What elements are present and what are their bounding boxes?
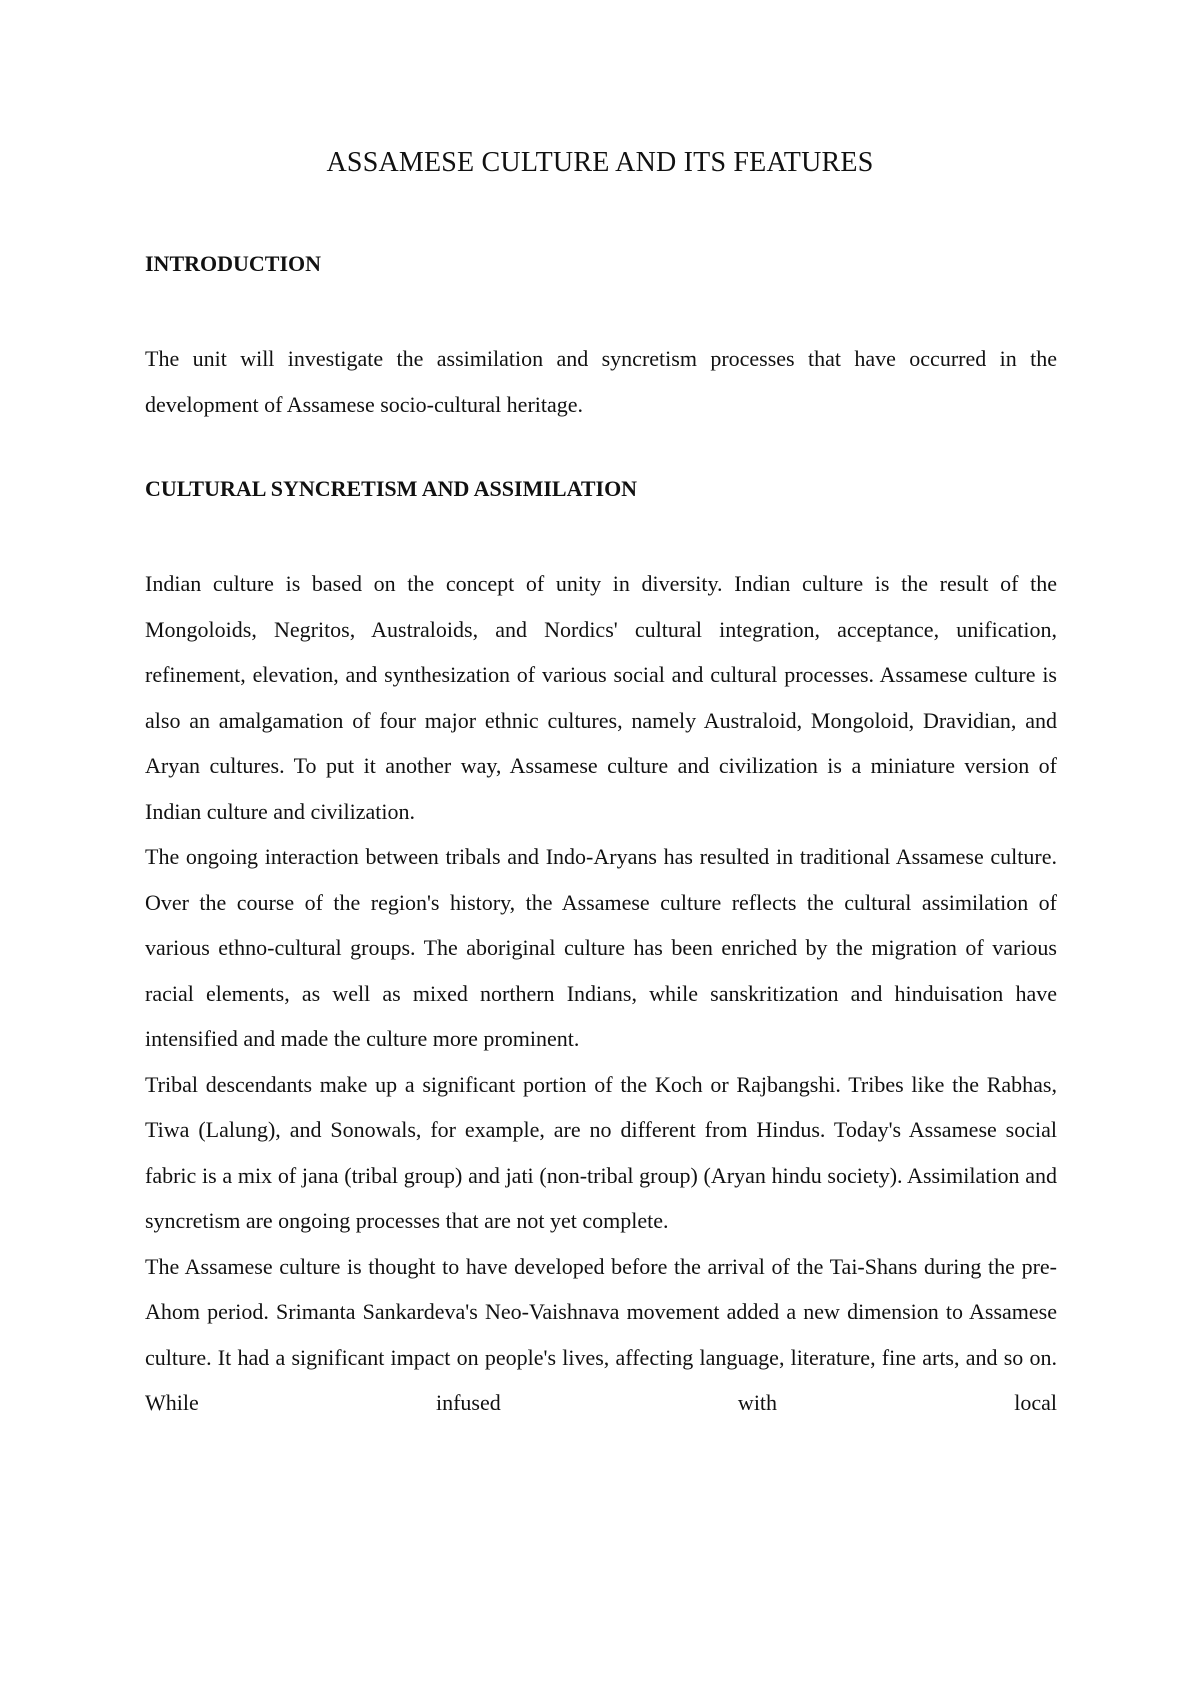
syncretism-paragraph-4: The Assamese culture is thought to have developed before the arrival of the Tai-Shans during the pre-Ahom period. Srimanta Sankardeva's Neo-Vaishnava movement added a new dimension to Assamese culture. It had a significant impact on people's lives, affecting language, literature, fine arts, and so on. While infused with local xyxy=(145,1253,1057,1415)
section-heading-introduction: INTRODUCTION xyxy=(145,251,322,276)
section-heading-syncretism: CULTURAL SYNCRETISM AND ASSIMILATION xyxy=(145,476,638,501)
syncretism-paragraph-3: Tribal descendants make up a significant portion of the Koch or Rajbangshi. Tribes like the Rabhas, Tiwa (Lalung), and Sonowals, for example, are no different from Hindus. Today's Assamese social fabric is a mix of jana (tribal group) and jati (non-tribal group) (Aryan hindu society). Assimilation and syncretism are ongoing processes that are not yet complete. xyxy=(145,1071,1057,1233)
syncretism-paragraph-1: Indian culture is based on the concept of unity in diversity. Indian culture is the result of the Mongoloids, Negritos, Australoids, and Nordics' cultural integration, acceptance, unification, refinement, elevation, and synthesization of various social and cultural processes. Assamese culture is also an amalgamation of four major ethnic cultures, namely Australoid, Mongoloid, Dravidian, and Aryan cultures. To put it another way, Assamese culture and civilization is a miniature version of Indian culture and civilization. xyxy=(145,571,1057,824)
syncretism-body xyxy=(145,561,1057,1426)
introduction-paragraph: The unit will investigate the assimilation and syncretism processes that have occurred in the development of Assamese socio-cultural heritage. xyxy=(145,346,1057,417)
document-title: ASSAMESE CULTURE AND ITS FEATURES xyxy=(326,147,874,178)
syncretism-paragraph-2: The ongoing interaction between tribals and Indo-Aryans has resulted in traditional Assamese culture. Over the course of the region's history, the Assamese culture reflects the cultural assimilation of various ethno-cultural groups. The aboriginal culture has been enriched by the migration of various racial elements, as well as mixed northern Indians, while sanskritization and hinduisation have intensified and made the culture more prominent. xyxy=(145,844,1057,1051)
